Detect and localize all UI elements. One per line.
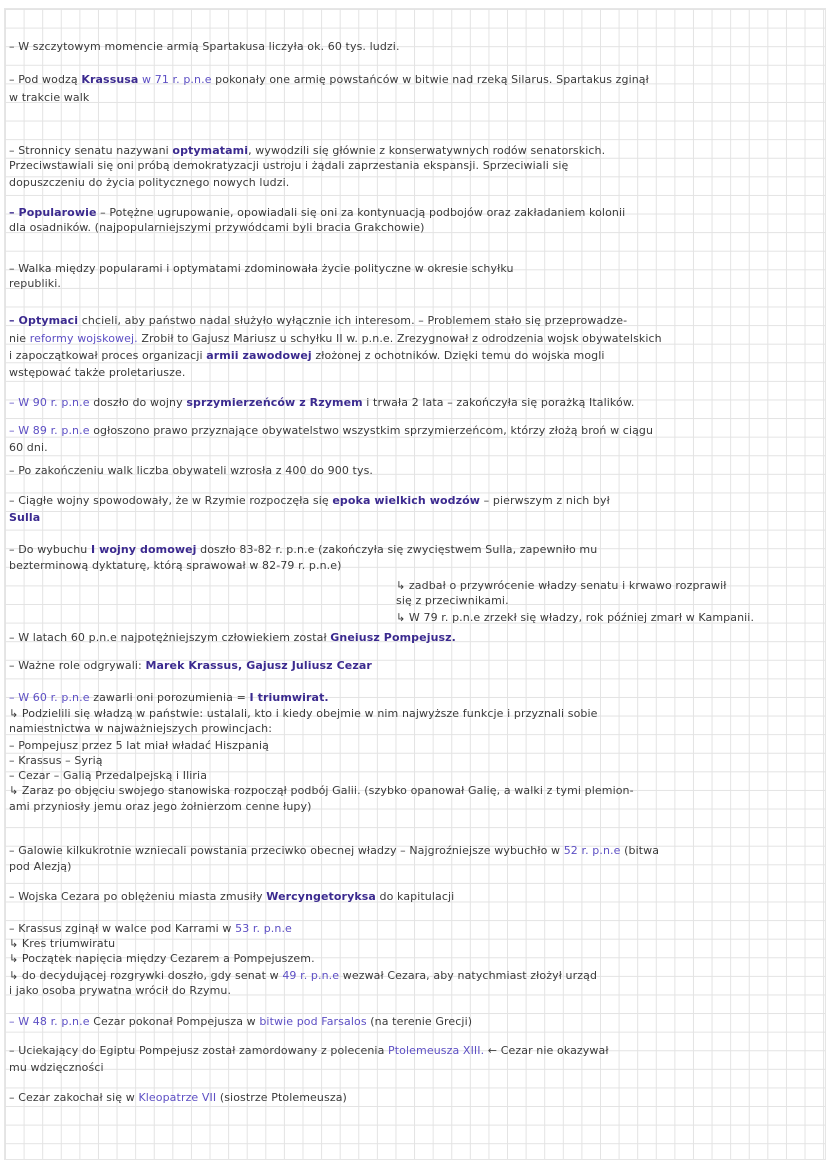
note-line xyxy=(9,769,207,783)
note-text: – Krassus zginął w walce pod Karrami w xyxy=(9,922,236,935)
note-text: ↳ zadbał o przywrócenie władzy senatu i krwawo rozprawił xyxy=(396,579,727,592)
note-line xyxy=(9,984,231,998)
note-line xyxy=(9,1044,609,1058)
note-text: i jako osoba prywatna wrócił do Rzymu. xyxy=(9,984,232,997)
note-text: republiki. xyxy=(9,277,62,290)
note-line xyxy=(9,349,605,363)
highlighted-term: bitwie pod Farsalos xyxy=(259,1015,367,1028)
highlighted-term: – Popularowie xyxy=(9,206,97,219)
note-line xyxy=(9,73,649,87)
note-text: wezwał Cezara, aby natychmiast złożył urząd xyxy=(339,969,598,982)
highlighted-term: Ptolemeusza XIII. xyxy=(388,1044,485,1057)
note-text: ↳ Zaraz po objęciu swojego stanowiska rozpoczął podbój Galii. (szybko opanował Galię, a walki z tymi plemion- xyxy=(9,784,634,797)
note-text: – Wojska Cezara po oblężeniu miasta zmusiły xyxy=(9,890,267,903)
highlighted-term: Kleopatrze VII xyxy=(138,1091,217,1104)
note-text: (siostrze Ptolemeusza) xyxy=(216,1091,347,1104)
highlighted-term: Sulla xyxy=(9,511,41,524)
note-text: bezterminową dyktaturę, którą sprawował w 82-79 r. p.n.e) xyxy=(9,559,342,572)
note-text: 60 dni. xyxy=(9,441,48,454)
note-text: złożonej z ochotników. Dzięki temu do wojska mogli xyxy=(311,349,605,362)
note-text: , wywodzili się głównie z konserwatywnych rodów senatorskich. xyxy=(248,144,606,157)
highlighted-term: Krassusa xyxy=(81,73,139,86)
note-text: zawarli oni porozumienia = xyxy=(89,691,250,704)
note-text: nie xyxy=(9,332,30,345)
note-text: ↳ Podzielili się władzą w państwie: ustalali, kto i kiedy obejmie w nim najwyższe funkcje i przyznali sobie xyxy=(9,707,598,720)
note-line xyxy=(9,40,400,54)
note-line xyxy=(9,1015,472,1029)
note-text: – W szczytowym momencie armią Spartakusa liczyła ok. 60 tys. ludzi. xyxy=(9,40,400,53)
note-line xyxy=(9,91,89,105)
note-text: się z przeciwnikami. xyxy=(396,594,509,607)
note-line xyxy=(9,494,610,508)
note-text: Cezar pokonał Pompejusza w xyxy=(89,1015,260,1028)
note-text: i trwała 2 lata – zakończyła się porażką Italików. xyxy=(362,396,635,409)
note-line xyxy=(9,314,627,328)
note-text: – Galowie kilkukrotnie wzniecali powstania przeciwko obecnej władzy – Najgroźniejsze wybuchło w xyxy=(9,844,564,857)
note-text: – Stronnicy senatu nazywani xyxy=(9,144,173,157)
note-text: – Cezar zakochał się w xyxy=(9,1091,139,1104)
grid-paper-page xyxy=(4,8,826,1160)
note-text: i zapoczątkował proces organizacji xyxy=(9,349,207,362)
note-text: ami przyniosły jemu oraz jego żołnierzom cenne łupy) xyxy=(9,800,312,813)
note-line xyxy=(396,579,727,593)
note-line xyxy=(9,159,568,173)
note-line xyxy=(9,969,597,983)
note-text: dopuszczeniu do życia politycznego nowych ludzi. xyxy=(9,176,290,189)
highlighted-term: – W 60 r. p.n.e xyxy=(9,691,90,704)
note-line xyxy=(9,739,269,753)
note-line xyxy=(9,366,185,380)
note-line xyxy=(9,937,115,951)
note-text: ← Cezar nie okazywał xyxy=(484,1044,609,1057)
note-line xyxy=(9,559,342,573)
note-line xyxy=(9,952,315,966)
note-line xyxy=(9,332,662,346)
note-line xyxy=(9,1091,347,1105)
note-text: Zrobił to Gajusz Mariusz u schyłku II w. p.n.e. Zrezygnował z odrodzenia wojsk obywatelskich xyxy=(137,332,662,345)
note-text: – Ważne role odgrywali: xyxy=(9,659,146,672)
note-line xyxy=(9,922,292,936)
note-line xyxy=(9,144,605,158)
note-line xyxy=(9,221,425,235)
note-line xyxy=(9,631,456,645)
note-line xyxy=(9,206,625,220)
note-line xyxy=(9,691,329,705)
note-text: ogłoszono prawo przyznające obywatelstwo wszystkim sprzymierzeńcom, którzy złożą broń w ciągu xyxy=(89,424,654,437)
highlighted-term: I triumwirat. xyxy=(249,691,329,704)
note-line xyxy=(9,441,48,455)
note-line xyxy=(9,543,597,557)
note-text: – Walka między popularami i optymatami zdominowała życie polityczne w okresie schyłku xyxy=(9,262,514,275)
note-text: – W latach 60 p.n.e najpotężniejszym człowiekiem został xyxy=(9,631,331,644)
note-text: ↳ do decydującej rozgrywki doszło, gdy senat w xyxy=(9,969,283,982)
note-text: chcieli, aby państwo nadal służyło wyłącznie ich interesom. – Problemem stało się przeprowadze- xyxy=(78,314,628,327)
highlighted-term: optymatami xyxy=(172,144,249,157)
note-text: – Do wybuchu xyxy=(9,543,91,556)
note-line xyxy=(9,784,634,798)
note-text: – Uciekający do Egiptu Pompejusz został zamordowany z polecenia xyxy=(9,1044,389,1057)
note-text: ↳ Kres triumwiratu xyxy=(9,937,116,950)
note-line xyxy=(9,277,61,291)
highlighted-term: w 71 r. p.n.e xyxy=(138,73,212,86)
note-text: – Ciągłe wojny spowodowały, że w Rzymie rozpoczęła się xyxy=(9,494,333,507)
highlighted-term: – Optymaci xyxy=(9,314,79,327)
note-text: – Pod wodzą xyxy=(9,73,82,86)
note-line xyxy=(9,800,312,814)
note-line xyxy=(9,860,72,874)
note-text: w trakcie walk xyxy=(9,91,90,104)
note-line xyxy=(9,844,659,858)
note-line xyxy=(9,754,103,768)
highlighted-term: – W 48 r. p.n.e xyxy=(9,1015,90,1028)
note-text: do kapitulacji xyxy=(375,890,455,903)
note-text: (na terenie Grecji) xyxy=(366,1015,473,1028)
highlighted-term: Wercyngetoryksa xyxy=(266,890,376,903)
note-text: – Cezar – Galią Przedalpejską i Iliria xyxy=(9,769,208,782)
note-text: (bitwa xyxy=(620,844,660,857)
note-line xyxy=(9,659,372,673)
note-text: – Pompejusz przez 5 lat miał władać Hiszpanią xyxy=(9,739,269,752)
note-text: namiestnictwa w najważniejszych prowincjach: xyxy=(9,722,273,735)
note-text: pod Alezją) xyxy=(9,860,72,873)
note-line xyxy=(9,1061,104,1075)
note-line xyxy=(9,890,454,904)
note-line xyxy=(9,464,373,478)
note-line xyxy=(9,176,289,190)
note-line xyxy=(9,262,514,276)
note-text: wstępować także proletariusze. xyxy=(9,366,186,379)
highlighted-term: Gneiusz Pompejusz. xyxy=(330,631,456,644)
note-text: dla osadników. (najpopularniejszymi przywódcami byli bracia Grakchowie) xyxy=(9,221,425,234)
note-text: ↳ W 79 r. p.n.e zrzekł się władzy, rok później zmarł w Kampanii. xyxy=(396,611,755,624)
note-line xyxy=(396,611,754,625)
highlighted-term: 49 r. p.n.e xyxy=(282,969,340,982)
note-line xyxy=(396,594,509,608)
note-text: – Potężne ugrupowanie, opowiadali się oni za kontynuacją podbojów oraz zakładaniem kolonii xyxy=(96,206,626,219)
highlighted-term: 53 r. p.n.e xyxy=(235,922,292,935)
highlighted-term: – W 90 r. p.n.e xyxy=(9,396,90,409)
note-line xyxy=(9,424,653,438)
highlighted-term: – W 89 r. p.n.e xyxy=(9,424,90,437)
note-text: ↳ Początek napięcia między Cezarem a Pompejuszem. xyxy=(9,952,315,965)
highlighted-term: 52 r. p.n.e xyxy=(563,844,621,857)
highlighted-term: epoka wielkich wodzów xyxy=(332,494,481,507)
note-text: Przeciwstawiali się oni próbą demokratyzacji ustroju i żądali zaprzestania ekspansji. Sprzeciwiali się xyxy=(9,159,569,172)
note-line xyxy=(9,396,635,410)
highlighted-term: I wojny domowej xyxy=(90,543,197,556)
note-text: – Krassus – Syrią xyxy=(9,754,103,767)
note-line xyxy=(9,511,40,525)
note-text: doszło do wojny xyxy=(89,396,187,409)
note-text: mu wdzięczności xyxy=(9,1061,104,1074)
note-text: doszło 83-82 r. p.n.e (zakończyła się zwycięstwem Sulla, zapewniło mu xyxy=(196,543,598,556)
note-text: – pierwszym z nich był xyxy=(480,494,610,507)
highlighted-term: sprzymierzeńców z Rzymem xyxy=(186,396,363,409)
note-text: – Po zakończeniu walk liczba obywateli wzrosła z 400 do 900 tys. xyxy=(9,464,373,477)
note-text: pokonały one armię powstańców w bitwie nad rzeką Silarus. Spartakus zginął xyxy=(211,73,649,86)
note-line xyxy=(9,707,598,721)
highlighted-term: armii zawodowej xyxy=(206,349,312,362)
highlighted-term: Marek Krassus, Gajusz Juliusz Cezar xyxy=(145,659,372,672)
note-line xyxy=(9,722,272,736)
highlighted-term: reformy wojskowej. xyxy=(29,332,138,345)
